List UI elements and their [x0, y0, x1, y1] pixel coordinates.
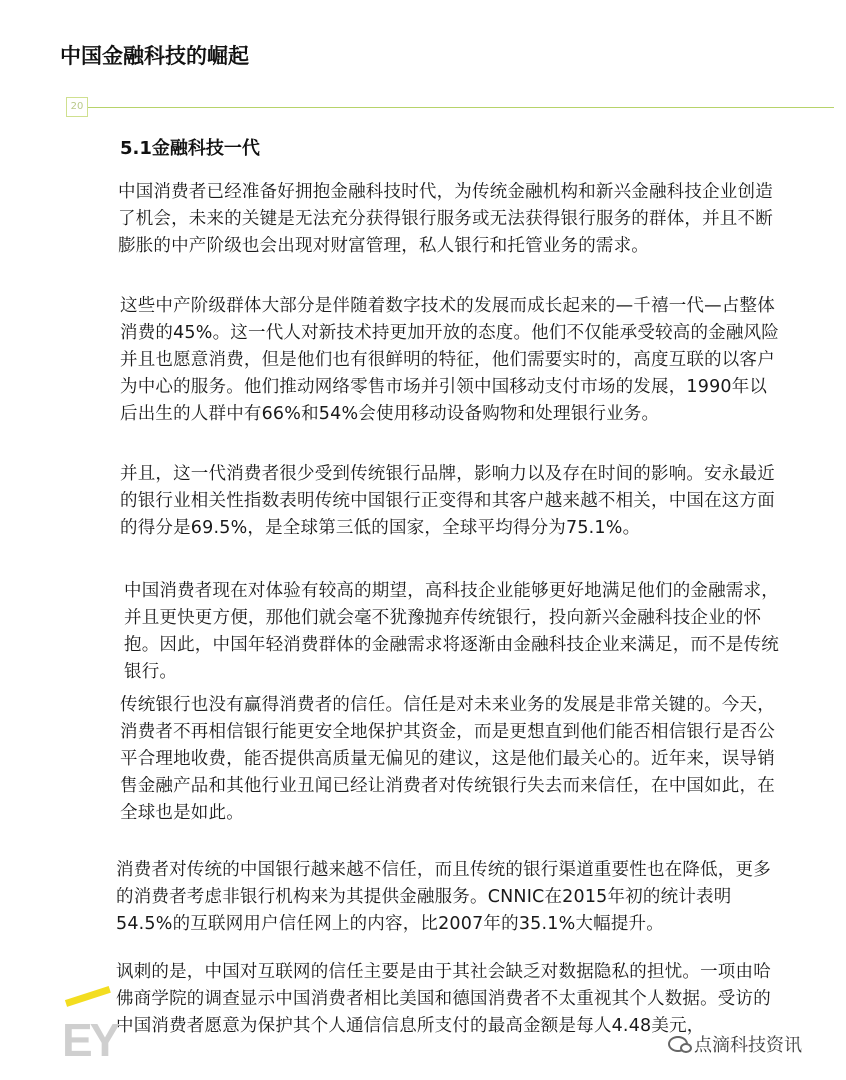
page-number: 20 — [66, 97, 88, 117]
document-title: 中国金融科技的崛起 — [60, 44, 249, 68]
watermark-text: 点滴科技资讯 — [694, 1035, 802, 1056]
paragraph: 并且，这一代消费者很少受到传统银行品牌，影响力以及存在时间的影响。安永最近的银行业相关性指数表明传统中国银行正变得和其客户越来越不相关，中国在这方面的得分是69.5%，是全球第三低的国家，全球平均得分为75.1%。 — [120, 464, 775, 538]
paragraph: 讽刺的是，中国对互联网的信任主要是由于其社会缺乏对数据隐私的担忧。一项由哈佛商学院的调查显示中国消费者相比美国和德国消费者不太重视其个人数据。受访的中国消费者愿意为保护其个人通信信息所支付的最高金额是每人4.48美元， — [116, 962, 771, 1036]
ey-logo-text: EY — [62, 1014, 118, 1066]
wechat-icon — [668, 1036, 688, 1052]
paragraph: 中国消费者现在对体验有较高的期望，高科技企业能够更好地满足他们的金融需求，并且更快更方便，那他们就会毫不犹豫抛弃传统银行，投向新兴金融科技企业的怀抱。因此，中国年轻消费群体的金融需求将逐渐由金融科技企业来满足，而不是传统银行。 — [124, 581, 779, 682]
header-divider — [88, 107, 834, 108]
paragraph: 这些中产阶级群体大部分是伴随着数字技术的发展而成长起来的—千禧一代—占整体消费的45%。这一代人对新技术持更加开放的态度。他们不仅能承受较高的金融风险并且也愿意消费，但是他们也有很鲜明的特征，他们需要实时的，高度互联的以客户为中心的服务。他们推动网络零售市场并引领中国移动支付市场的发展，1990年以后出生的人群中有66%和54%会使用移动设备购物和处理银行业务。 — [120, 296, 779, 424]
wechat-watermark — [668, 1030, 802, 1058]
paragraph: 消费者对传统的中国银行越来越不信任，而且传统的银行渠道重要性也在降低，更多的消费者考虑非银行机构来为其提供金融服务。CNNIC在2015年初的统计表明54.5%的互联网用户信任网上的内容，比2007年的35.1%大幅提升。 — [116, 860, 771, 934]
paragraph: 传统银行也没有赢得消费者的信任。信任是对未来业务的发展是非常关键的。今天，消费者不再相信银行能更安全地保护其资金，而是更想直到他们能否相信银行是否公平合理地收费，能否提供高质量无偏见的建议，这是他们最关心的。近年来，误导销售金融产品和其他行业丑闻已经让消费者对传统银行失去而来信任，在中国如此，在全球也是如此。 — [120, 695, 775, 823]
paragraph: 中国消费者已经准备好拥抱金融科技时代，为传统金融机构和新兴金融科技企业创造了机会，未来的关键是无法充分获得银行服务或无法获得银行服务的群体，并且不断膨胀的中产阶级也会出现对财富管理，私人银行和托管业务的需求。 — [118, 182, 773, 256]
section-heading: 5.1金融科技一代 — [120, 138, 260, 159]
